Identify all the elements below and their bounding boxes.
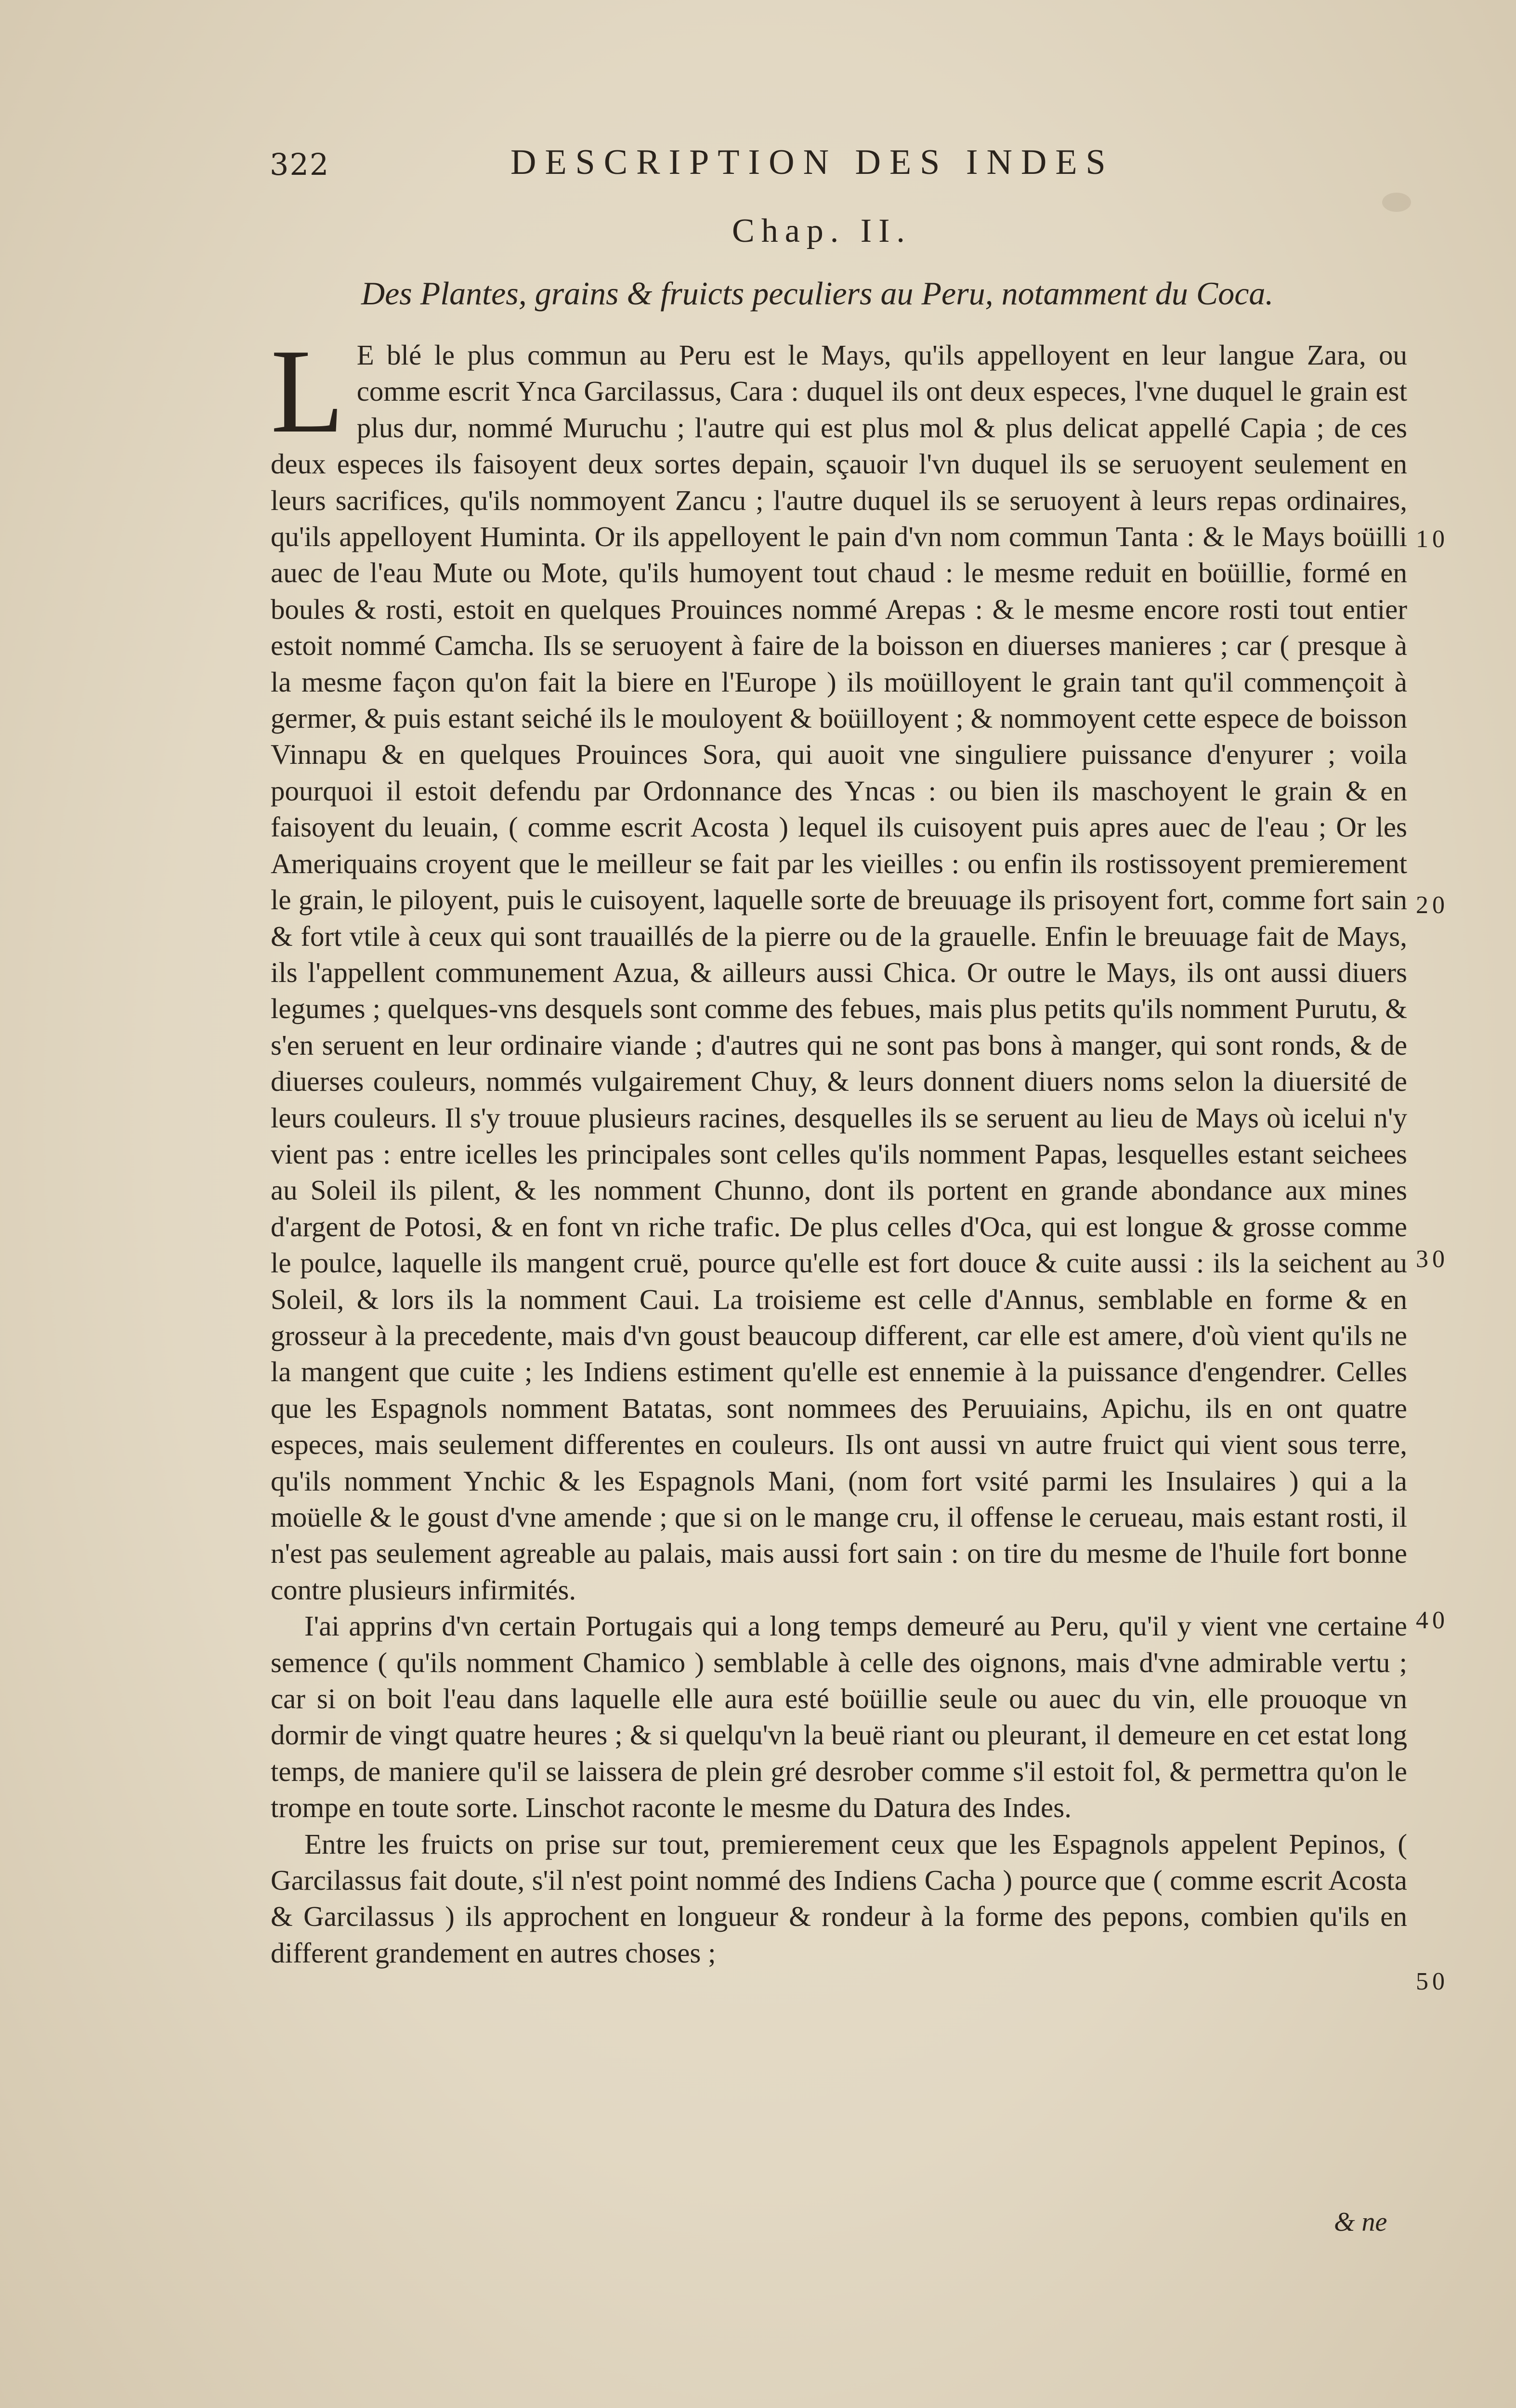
paragraph-3: Entre les fruicts on prise sur tout, premierement ceux que les Espagnols appelent Pepinos, ( Garcilassus fait doute, s'il n'est point nommé des Indiens Cacha ) pource que ( comme escrit Acosta & Garcilassus ) ils approchent en longueur & rondeur à la forme des pepons, combien qu'ils en different grandement en autres choses ; [271,1828,1407,1969]
body-text [271,325,1407,1971]
chapter-subtitle: Des Plantes, grains & fruicts peculiers au Peru, notamment du Coca. [361,275,1274,312]
margin-line-number: 20 [1416,891,1449,919]
paper-stain [1382,193,1411,212]
running-title: DESCRIPTION DES INDES [510,143,1114,182]
paragraph-1-text: E blé le plus commun au Peru est le Mays, qu'ils appelloyent en leur langue Zara, ou comme escrit Ynca Garcilassus, Cara : duquel ils ont deux especes, l'vne duquel le grain est plus dur, nommé Muruchu ; l'autre qui est plus mol & plus delicat appellé Capia ; de ces deux especes ils faisoyent deux sortes depain, sçauoir l'vn duquel ils se seruoyent seulement en leurs sacrifices, qu'ils nommoyent Zancu ; l'autre duquel ils se seruoyent à leurs repas ordinaires, qu'ils appelloyent Huminta. Or ils appelloyent le pain d'vn nom commun Tanta : & le Mays boüilli auec de l'eau Mute ou Mote, qu'ils humoyent tout chaud : le mesme reduit en boüillie, formé en boules & rosti, estoit en quelques Prouinces nommé Arepas : & le mesme encore rosti tout entier estoit nommé Camcha. Ils se seruoyent à faire de la boisson en diuerses manieres ; car ( presque à la mesme façon qu'on fait la biere en l'Europe ) ils moüilloyent le grain tant qu'il commençoit à germer, & puis estant seiché ils le mouloyent & boüilloyent ; & nommoyent cette espece de boisson Vinnapu & en quelques Prouinces Sora, qui auoit vne singuliere puissance d'enyurer ; voila pourquoi il estoit defendu par Ordonnance des Yncas : ou bien ils maschoyent le grain & en faisoyent du leuain, ( comme escrit Acosta ) lequel ils cuisoyent puis apres auec de l'eau ; Or les Ameriquains croyent que le meilleur se fait par les vieilles : ou enfin ils rostissoyent premierement le grain, le piloyent, puis le cuisoyent, laquelle sorte de breuuage ils prisoyent fort, comme fort sain & fort vtile à ceux qui sont trauaillés de la pierre ou de la grauelle. Enfin le breuuage fait de Mays, ils l'appellent communement Azua, & ailleurs aussi Chica. Or outre le Mays, ils ont aussi diuers legumes ; quelques-vns desquels sont comme des febues, mais plus petits qu'ils nomment Purutu, & s'en seruent en leur ordinaire viande ; d'autres qui ne sont pas bons à manger, qui sont ronds, & de diuerses couleurs, nommés vulgairement Chuy, & leurs donnent diuers noms selon la diuersité de leurs couleurs. Il s'y trouue plusieurs racines, desquelles ils se seruent au lieu de Mays où icelui n'y vient pas : entre icelles les principales sont celles qu'ils nomment Papas, lesquelles estant seichees au Soleil ils pilent, & les nomment Chunno, dont ils portent en grande abondance aux mines d'argent de Potosi, & en font vn riche trafic. De plus celles d'Oca, qui est longue & grosse comme le poulce, laquelle ils mangent cruë, pource qu'elle est fort douce & cuite aussi : ils la seichent au Soleil, & lors ils la nomment Caui. La troisieme est celle d'Annus, semblable en forme & en grosseur à la precedente, mais d'vn goust beaucoup different, car elle est amere, d'où vient qu'ils ne la mangent que cuite ; les Indiens estiment qu'elle est ennemie à la puissance d'engendrer. Celles que les Espagnols nomment Batatas, sont nommees des Peruuiains, Apichu, ils en ont quatre especes, mais seulement differentes en couleurs. Ils ont aussi vn autre fruict qui vient sous terre, qu'ils nomment Ynchic & les Espagnols Mani, (nom fort vsité parmi les Insulaires ) qui a la moüelle & le goust d'vne amende ; que si on le mange cru, il offense le cerueau, mais estant rosti, il n'est pas seulement agreable au palais, mais aussi fort sain : on tire du mesme de l'huile fort bonne contre plusieurs infirmités. [271,339,1407,1606]
paragraph-1 [271,325,1407,1608]
margin-line-number: 10 [1416,525,1449,553]
page-number: 322 [270,147,330,182]
margin-line-number: 40 [1416,1607,1449,1634]
chapter-title: Chap. II. [732,212,912,249]
catchword: & ne [1334,2207,1387,2237]
margin-line-number: 50 [1416,1968,1449,1995]
paragraph-2: I'ai apprins d'vn certain Portugais qui a long temps demeuré au Peru, qu'il y vient vne certaine semence ( qu'ils nomment Chamico ) semblable à celle des oignons, mais d'vne admirable vertu ; car si on boit l'eau dans laquelle elle aura esté boüillie seule ou auec du vin, elle prouoque vn dormir de vingt quatre heures ; & si quelqu'vn la beuë riant ou pleurant, il demeure en cet estat long temps, de maniere qu'il se laissera de plein gré desrober comme s'il estoit fol, & permettra qu'on le trompe en toute sorte. Linschot raconte le mesme du Datura des Indes. [271,1610,1407,1824]
page-header [270,142,1233,190]
margin-line-number: 30 [1416,1245,1449,1273]
drop-cap: L [271,325,344,458]
